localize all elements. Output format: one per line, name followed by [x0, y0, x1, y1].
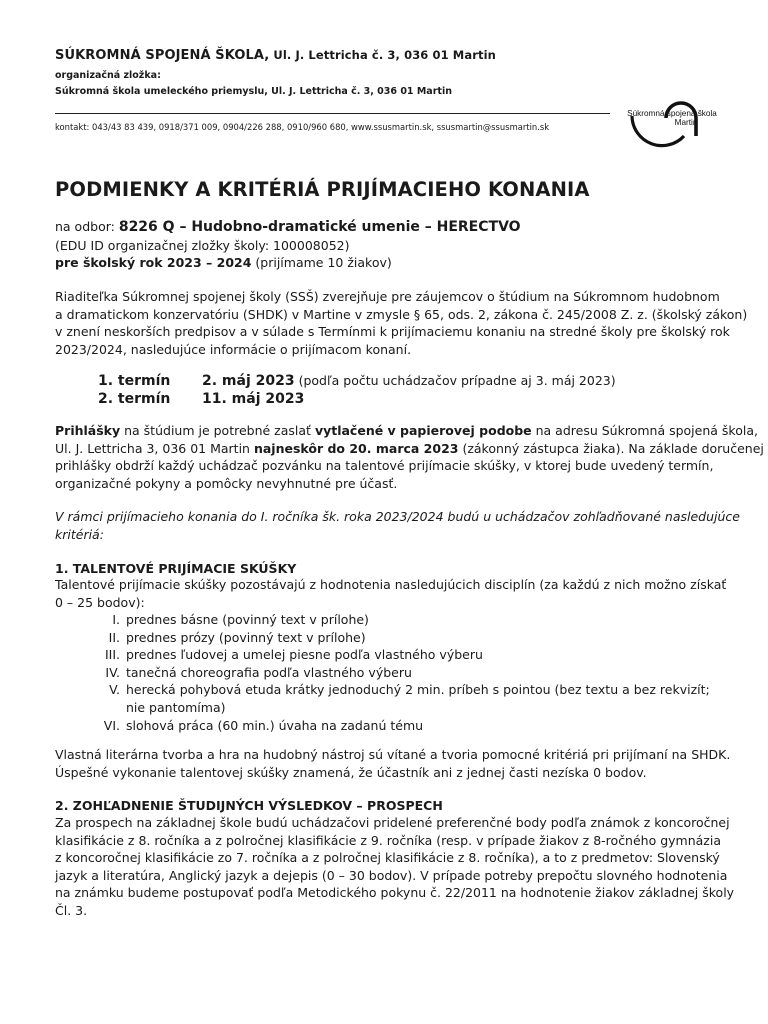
school-name: [55, 48, 496, 63]
intro-paragraph: [55, 288, 747, 358]
section2-line: Za prospech na základnej škole budú uchádzačovi pridelené preferenčné body podľa známok z koncoročnej: [55, 815, 730, 830]
criteria-intro: [55, 508, 740, 543]
section2-paragraph: [55, 814, 734, 920]
section2-heading: 2. ZOHĽADNENIE ŠTUDIJNÝCH VÝSLEDKOV – PROSPECH: [55, 798, 443, 813]
section1-footer-line: Vlastná literárna tvorba a hra na hudobný nástroj sú vítané a tvoria pomocné kritériá pri prijímaní na SHDK.: [55, 747, 731, 762]
field-prefix: na odbor:: [55, 219, 119, 234]
list-number: III.: [104, 647, 120, 663]
field-name: 8226 Q – Hudobno-dramatické umenie – HERECTVO: [118, 219, 521, 235]
applications-paragraph: [55, 422, 764, 492]
term-date: 11. máj 2023: [202, 391, 305, 407]
list-number: II.: [108, 629, 120, 645]
logo-line1: Súkromná spojená škola: [627, 109, 717, 118]
section1-intro-line: Talentové prijímacie skúšky pozostávajú z hodnotenia nasledujúcich disciplín (za každú z nich možno získať: [55, 577, 727, 592]
list-text: prednes ľudovej a umelej piesne podľa vlastného výberu: [126, 647, 483, 663]
list-text: slohová práca (60 min.) úvaha na zadanú tému: [126, 717, 424, 733]
list-number: IV.: [105, 664, 120, 680]
criteria-intro-line: kritériá:: [55, 526, 104, 542]
applications-line: [55, 422, 764, 440]
section1-heading: 1. TALENTOVÉ PRIJÍMACIE SKÚŠKY: [55, 561, 297, 576]
school-logo: [620, 88, 720, 148]
section2-line: klasifikácie z 8. ročníka a z polročnej klasifikácie z 9. ročníka (resp. v prípade žiakov z 8-ročného gymnázia: [55, 832, 722, 848]
term-row: [98, 371, 616, 390]
school-year-line: [55, 254, 521, 272]
list-text: prednes básne (povinný text v prílohe): [126, 612, 369, 627]
applications-text: (zákonný zástupca žiaka). Na základe doručenej: [458, 440, 764, 456]
logo-line2: Martin: [674, 118, 698, 127]
applications-bold: Prihlášky: [55, 423, 121, 438]
applications-line: prihlášky obdrží každý uchádzač pozvánku na talentové prijímacie skúšky, v ktorej bude uvedený termín,: [55, 458, 714, 474]
intro-line: v znení neskorších predpisov a v súlade s Termínmi k prijímaciemu konaniu na stredné školy pre školský rok: [55, 324, 730, 340]
edu-id: (EDU ID organizačnej zložky školy: 100008052): [55, 237, 350, 253]
list-number: V.: [109, 682, 120, 698]
header-divider: [55, 113, 610, 114]
list-text: herecká pohybová etuda krátky jednoduchý 2 min. príbeh s pointou (bez textu a bez rekvizít;: [126, 682, 710, 698]
list-text: tanečná choreografia podľa vlastného výberu: [126, 664, 412, 680]
term-row: [98, 390, 616, 409]
section2-line: Čl. 3.: [55, 902, 88, 918]
list-text: nie pantomíma): [126, 699, 226, 715]
list-number: VI.: [103, 717, 120, 733]
term-label: 2. termín: [98, 391, 171, 407]
school-name-text: SÚKROMNÁ SPOJENÁ ŠKOLA,: [55, 48, 270, 63]
list-text: prednes prózy (povinný text v prílohe): [126, 629, 366, 645]
deadline: najneskôr do 20. marca 2023: [253, 440, 459, 456]
org-label: organizačná zložka:: [55, 70, 161, 81]
school-year: pre školský rok 2023 – 2024: [55, 255, 252, 271]
section2-line: z koncoročnej klasifikácie zo 7. ročníka a z polročnej klasifikácie z 8. ročníka), a to z predmetov: Slovenský: [55, 850, 720, 866]
intro-line: Riaditeľka Súkromnej spojenej školy (SSŠ) zverejňuje pre záujemcov o štúdium na Súkromnom hudobnom: [55, 289, 720, 304]
contact-line: kontakt: 043/43 83 439, 0918/371 009, 0904/226 288, 0910/960 680, www.ssusmartin.sk, ssusmartin@ssusmartin.sk: [55, 122, 550, 132]
applications-line: [55, 440, 764, 458]
exam-dates: [98, 371, 616, 409]
intro-line: a dramatickom konzervatóriu (SHDK) v Martine v zmysle § 65, ods. 2, zákona č. 245/2008 Z. z. (školský zákon): [55, 306, 748, 322]
term-note: (podľa počtu uchádzačov prípadne aj 3. máj 2023): [294, 373, 616, 388]
term-label: 1. termín: [98, 373, 171, 389]
applications-text: Ul. J. Lettricha 3, 036 01 Martin: [55, 440, 254, 456]
criteria-intro-line: V rámci prijímacieho konania do I. ročníka šk. roka 2023/2024 budú u uchádzačov zohľadňované nasledujúce: [55, 509, 740, 524]
applications-text: na štúdium je potrebné zaslať: [120, 423, 315, 438]
school-address: Ul. J. Lettricha č. 3, 036 01 Martin: [269, 48, 496, 62]
applications-text: na adresu Súkromná spojená škola,: [531, 423, 758, 438]
section2-line: jazyk a literatúra, Anglický jazyk a dejepis (0 – 30 bodov). V prípade potreby prepočtu slovného hodnotenia: [55, 867, 728, 883]
term-date: 2. máj 2023: [202, 373, 295, 389]
section1-intro: [55, 576, 726, 611]
section2-line: na známku budeme postupovať podľa Metodického pokynu č. 22/2011 na hodnotenie žiakov základnej školy: [55, 885, 735, 901]
field-line: [55, 218, 521, 237]
document-title: PODMIENKY A KRITÉRIÁ PRIJÍMACIEHO KONANIA: [55, 178, 590, 201]
applications-line: organizačné pokyny a pomôcky nevyhnutné pre účasť.: [55, 475, 398, 491]
list-number: I.: [112, 612, 120, 627]
intro-line: 2023/2024, nasledujúce informácie o prijímacom konaní.: [55, 341, 412, 357]
field-info: [55, 218, 521, 272]
section1-intro-line: 0 – 25 bodov):: [55, 594, 145, 610]
applications-bold: vytlačené v papierovej podobe: [314, 423, 532, 438]
branch-name: Súkromná škola umeleckého priemyslu, Ul. J. Lettricha č. 3, 036 01 Martin: [55, 86, 452, 97]
school-year-note: (prijímame 10 žiakov): [251, 255, 392, 271]
section1-footer: [55, 746, 730, 781]
section1-footer-line: Úspešné vykonanie talentovej skúšky znamená, že účastník ani z jednej časti nezíska 0 bodov.: [55, 764, 647, 780]
